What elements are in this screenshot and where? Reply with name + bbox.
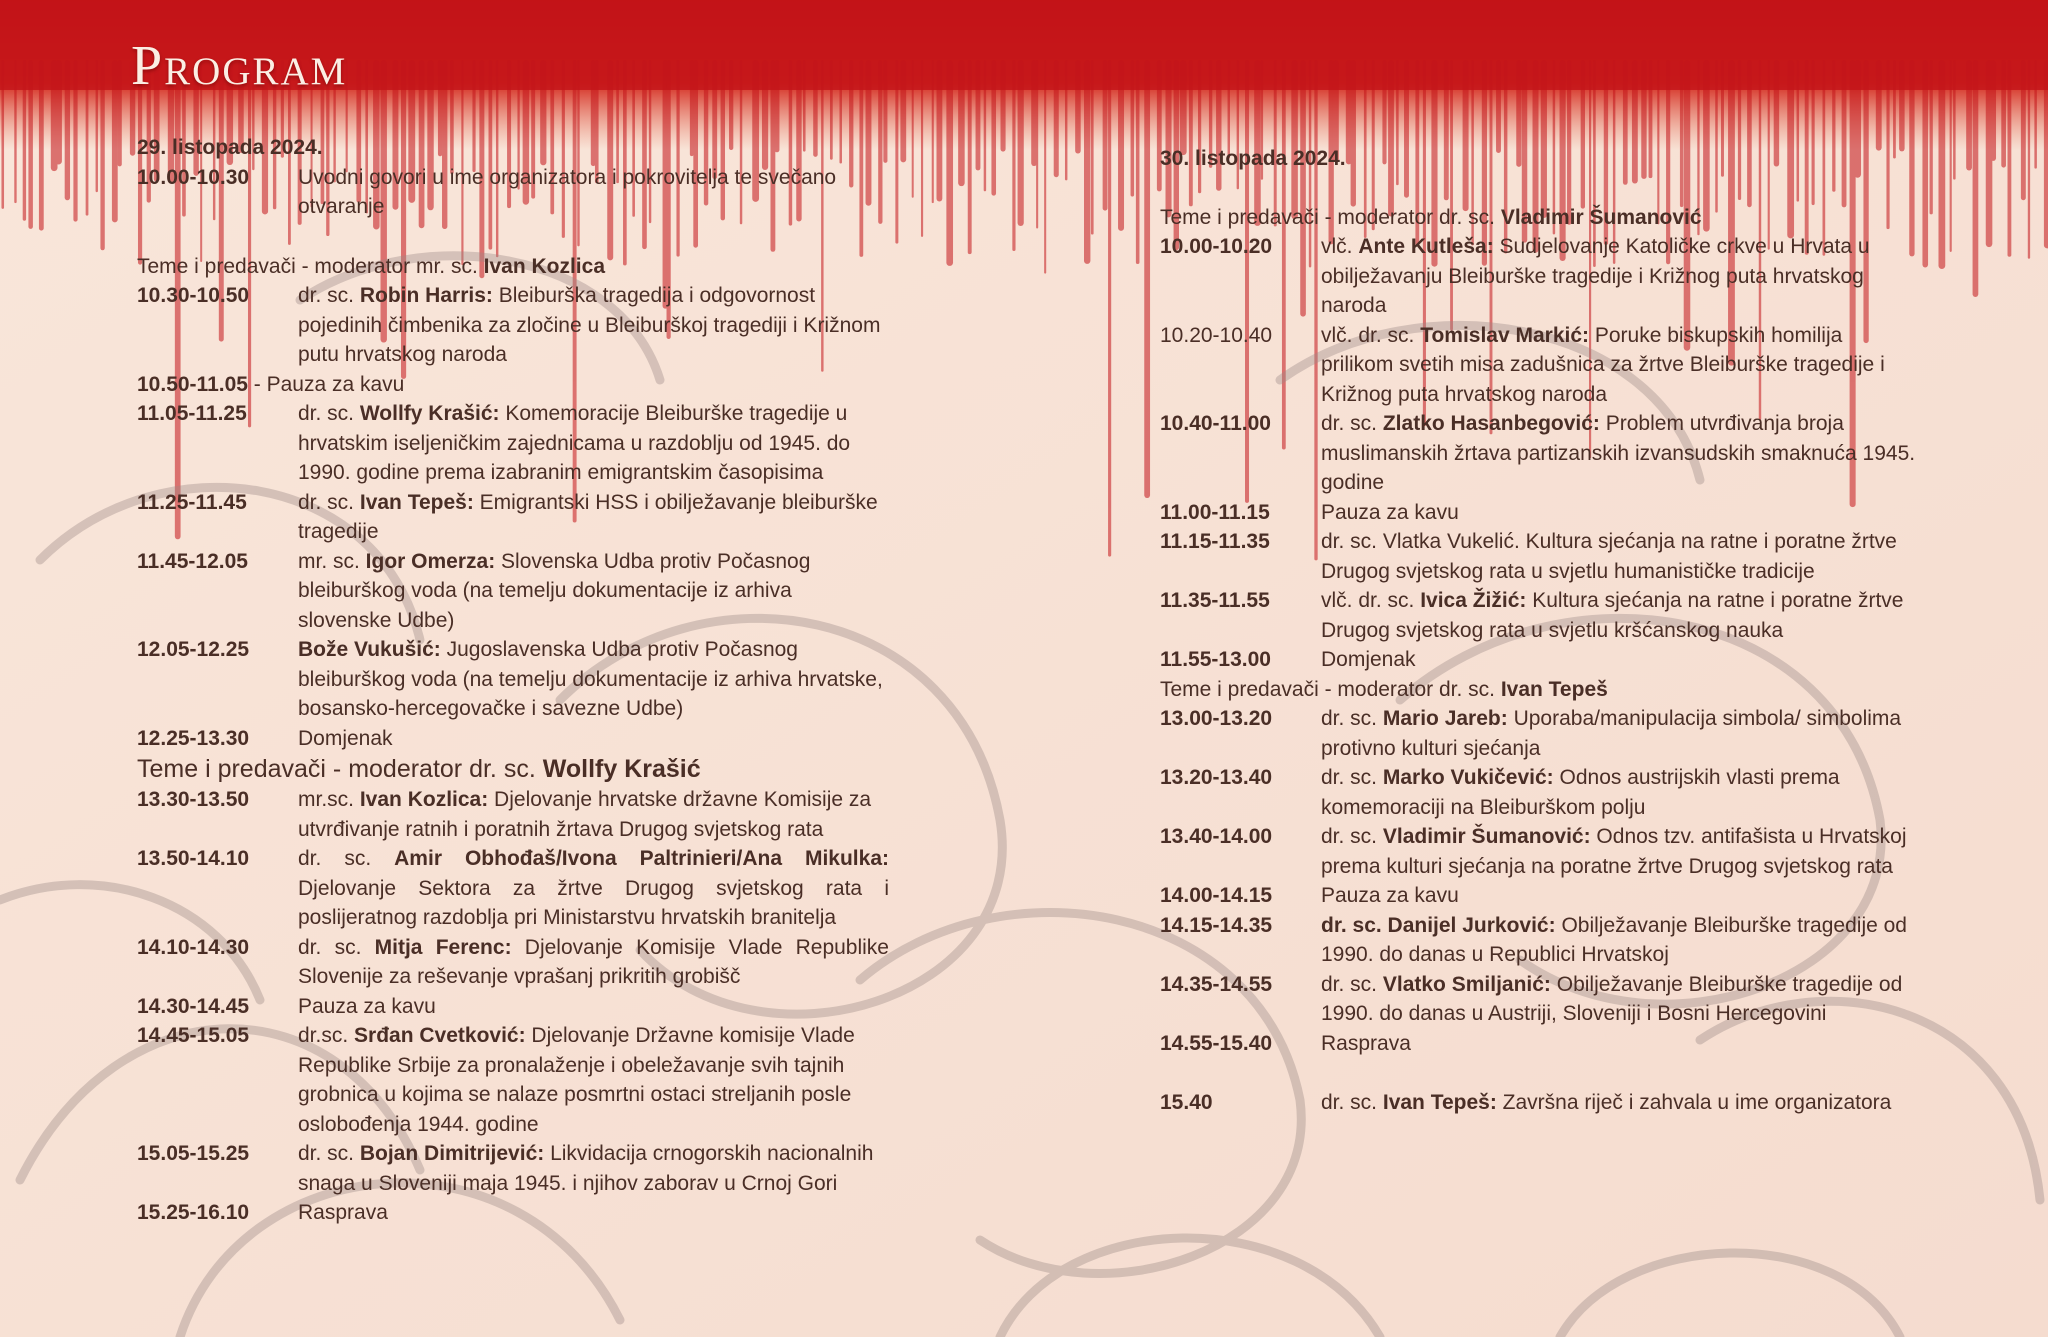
paint-drip (2028, 60, 2030, 259)
talk-title: Djelovanje Državne komisije Vlade Republike Srbije za pronalaženje i obeležavanje svih tajnih grobnica u kojima se nalaze posmrtni ostaci streljanih posle oslobođenja 1944. godine (298, 1024, 855, 1136)
schedule-entry (137, 281, 889, 370)
schedule-entry (137, 785, 889, 844)
entry-text (298, 992, 889, 1022)
speaker-title: dr. sc. (1321, 972, 1383, 996)
entry-time: 14.30-14.45 (137, 994, 250, 1018)
paint-drip (1990, 60, 1996, 161)
day-2-date: 30. listopada 2024. (1160, 147, 1346, 170)
entry-text (298, 635, 889, 724)
talk-title: Bleiburška tragedija i odgovornost pojedinih čimbenika za zločine u Bleiburškoj tragediji i Križnom putu hrvatskog naroda (298, 284, 881, 366)
schedule-entry (1160, 1029, 1920, 1059)
paint-drip (900, 60, 906, 162)
entry-time: 13.20-13.40 (1160, 766, 1273, 789)
section-heading-2 (137, 753, 889, 785)
paint-drip (2021, 60, 2026, 200)
talk-title: Odnos austrijskih vlasti prema komemoraciji na Bleiburškom polju (1321, 766, 1840, 819)
paint-drip (23, 60, 26, 221)
talk-title: Kultura sjećanja na ratne i poratne žrtve Drugog svjetskog rata u svjetlu kršćanskog nauka (1321, 589, 1904, 642)
schedule-entry (137, 547, 889, 636)
paint-drip (1899, 60, 1904, 151)
talk-title: Emigrantski HSS i obilježavanje bleiburške tragedije (298, 490, 878, 543)
paint-drip (921, 60, 923, 237)
paint-drip (1930, 60, 1933, 214)
entry-text (1321, 763, 1920, 822)
talk-title: Završna riječ i zahvala u ime organizatora (1496, 1091, 1892, 1114)
entry-time: 14.10-14.30 (137, 935, 250, 959)
paint-drip (1075, 60, 1081, 154)
speaker-name: Ivan Tepeš: (359, 490, 474, 514)
entry-time: 10.20-10.40 (1160, 323, 1273, 347)
speaker-name: dr. sc. Danijel Jurković: (1321, 913, 1556, 937)
speaker-name: Mario Jareb: (1382, 707, 1508, 730)
speaker-title: vlč. dr. sc. (1321, 323, 1421, 347)
entry-text (1321, 498, 1920, 528)
entry-text (1321, 586, 1920, 645)
entry-time: 12.05-12.25 (137, 638, 250, 661)
paint-drip (2001, 60, 2006, 168)
paint-drip (1938, 60, 1945, 269)
schedule-entry (1160, 970, 1920, 1029)
section-heading-1 (137, 252, 889, 282)
paint-drip (976, 60, 981, 170)
entry-text: - Pauza za kavu (247, 372, 405, 396)
schedule-entry (1160, 881, 1920, 911)
speaker-title: dr. sc. (298, 847, 395, 870)
talk-title: Odnos tzv. antifašista u Hrvatskoj prema kulturi sjećanja na poratne žrtve Drugog svjetskog rata (1321, 825, 1907, 878)
speaker-name: Ivan Kozlica: (359, 788, 489, 811)
entry-text (1321, 822, 1920, 881)
entry-time: 11.25-11.45 (137, 490, 247, 514)
paint-drip (73, 60, 77, 222)
speaker-title: vlč. dr. sc. (1321, 589, 1421, 612)
talk-title: Komemoracije Bleiburške tragedije u hrvatskim iseljeničkim zajednicama u razdoblju od 1945. do 1990. godine prema izabranim emigrantskim časopisima (298, 402, 851, 484)
paint-drip (1065, 60, 1067, 180)
paint-drip (1000, 60, 1005, 152)
schedule-entry (137, 844, 889, 933)
paint-drip (96, 60, 98, 192)
paint-drip (1973, 60, 1979, 297)
paint-drip (65, 60, 70, 200)
talk-title: Poruke biskupskih homilija prilikom svetih misa zadušnica za žrtve Bleiburške tragedije i Križnog puta hrvatskog naroda (1321, 323, 1885, 406)
paint-drip (2034, 60, 2037, 169)
moderator-name: Vladimir Šumanović (1500, 205, 1702, 229)
paint-drip (39, 60, 44, 231)
section-heading-3 (1160, 203, 1920, 233)
entry-time: 11.00-11.15 (1160, 500, 1270, 524)
schedule-entry (137, 724, 889, 754)
speaker-title: dr.sc. (298, 1024, 355, 1047)
speaker-name: Tomislav Markić: (1420, 323, 1590, 347)
entry-time: 15.40 (1160, 1091, 1213, 1114)
entry-text (298, 399, 889, 488)
entry-time: 11.05-11.25 (137, 402, 247, 425)
entry-text (1321, 645, 1920, 675)
paint-drip (1180, 60, 1187, 155)
schedule-entry (1160, 645, 1920, 675)
speaker-title: vlč. (1321, 235, 1359, 258)
speaker-title: dr. sc. (1321, 707, 1383, 730)
speaker-title: dr. sc. (1321, 766, 1383, 789)
paint-drip (991, 60, 996, 196)
speaker-name: Ivica Žižić: (1420, 589, 1527, 612)
speaker-name: Srđan Cvetković: (354, 1024, 526, 1047)
paint-drip (1031, 60, 1037, 166)
paint-drip (984, 60, 986, 191)
paint-drip (1084, 60, 1090, 264)
paint-drip (14, 60, 16, 203)
speaker-title: mr. sc. (298, 549, 366, 573)
speaker-name: Ante Kutleša: (1358, 235, 1494, 258)
paint-drip (932, 60, 934, 203)
paint-drip (946, 60, 953, 266)
entry-text (1321, 1088, 1920, 1118)
paint-drip (1136, 60, 1140, 264)
entry-text (298, 785, 889, 844)
speaker-name: Zlatko Hasanbegović: (1382, 412, 1600, 435)
schedule-entry (137, 163, 889, 222)
paint-drip (2008, 60, 2012, 257)
entry-text (1321, 409, 1920, 498)
speaker-title: dr. sc. (1321, 1091, 1383, 1114)
moderator-name: Wollfy Krašić (542, 755, 701, 783)
paint-drip (1044, 60, 1046, 274)
speaker-title: dr. sc. (298, 1142, 360, 1165)
speaker-title: dr. sc. (298, 490, 360, 514)
entry-time: 11.35-11.55 (1160, 589, 1270, 612)
speaker-name: Robin Harris: (359, 284, 493, 307)
entry-time: 10.00-10.30 (137, 165, 250, 189)
day-2-program (1160, 144, 1920, 1118)
moderator-name: Ivan Tepeš (1500, 677, 1608, 701)
entry-text (298, 547, 889, 636)
speaker-title: dr. sc. (1321, 412, 1383, 435)
speaker-title: dr. sc. (298, 284, 360, 307)
speaker-title: mr.sc. (298, 788, 360, 811)
paint-drip (1054, 60, 1059, 177)
talk-title: Slovenska Udba protiv Počasnog bleiburškog voda (na temelju dokumentacije iz arhiva slovenske Udbe) (298, 549, 811, 632)
section-prefix: Teme i predavači - moderator dr. sc. (137, 755, 543, 783)
speaker-title: Pauza za kavu (1321, 500, 1459, 524)
speaker-title: Domjenak (1321, 648, 1416, 671)
section-heading-4 (1160, 675, 1920, 705)
entry-time: 15.25-16.10 (137, 1201, 250, 1224)
schedule-entry (1160, 409, 1920, 498)
speaker-title: dr. sc. (1321, 825, 1383, 848)
speaker-title: Rasprava (1321, 1031, 1411, 1055)
entry-time: 14.00-14.15 (1160, 884, 1273, 907)
speaker-name: Vladimir Šumanović: (1382, 825, 1591, 848)
paint-drip (1091, 60, 1094, 235)
paint-drip (895, 60, 898, 244)
paint-drip (118, 60, 122, 166)
entry-text (1321, 881, 1920, 911)
paint-drip (958, 60, 965, 186)
paint-drip (55, 60, 62, 164)
entry-text (1321, 704, 1920, 763)
paint-drip (1012, 60, 1015, 251)
paint-drip (1966, 60, 1972, 171)
entry-time: 10.30-10.50 (137, 284, 250, 307)
entry-text (1321, 527, 1920, 586)
entry-text (298, 844, 889, 933)
schedule-entry (1160, 586, 1920, 645)
paint-drip (28, 60, 32, 229)
entry-time: 15.05-15.25 (137, 1142, 250, 1165)
schedule-entry (1160, 704, 1920, 763)
schedule-entry (1160, 763, 1920, 822)
speaker-name: Bojan Dimitrijević: (359, 1142, 545, 1165)
day-1-program (137, 133, 889, 1228)
page-title: Program (131, 35, 348, 97)
speaker-name: Bože Vukušić: (298, 638, 441, 661)
entry-text (1321, 232, 1920, 321)
moderator-name: Ivan Kozlica (483, 254, 606, 278)
paint-drip (912, 60, 914, 198)
paint-drip (1131, 60, 1135, 197)
schedule-entry (1160, 527, 1920, 586)
speaker-title: dr. sc. (298, 935, 375, 959)
schedule-entry (137, 1139, 889, 1198)
paint-drip (1876, 60, 1882, 151)
paint-drip (2044, 60, 2048, 248)
entry-text (298, 933, 889, 992)
paint-drip (1144, 60, 1150, 498)
paint-drip (1496, 60, 1501, 153)
speaker-title: Pauza za kavu (298, 994, 436, 1018)
entry-time: 14.15-14.35 (1160, 913, 1273, 937)
speaker-title: dr. sc. (298, 402, 360, 425)
talk-title: Djelovanje Sektora za žrtve Drugog svjetskog rata i poslijeratnog razdoblja pri Ministarstvu hrvatskih branitelja (298, 876, 889, 929)
paint-drip (1953, 60, 1956, 180)
schedule-entry (1160, 321, 1920, 410)
speaker-title: Rasprava (298, 1201, 388, 1224)
schedule-entry (1160, 232, 1920, 321)
speaker-title: Pauza za kavu (1321, 884, 1459, 907)
talk-title: Jugoslavenska Udba protiv Počasnog bleiburškog voda (na temelju dokumentacije iz arhiva hrvatske, bosansko-hercegovačke i savezne Udbe) (298, 638, 883, 720)
speaker-name: Amir Obhođaš/Ivona Paltrinieri/Ana Mikulka: (394, 847, 889, 870)
speaker-name: Mitja Ferenc: (374, 935, 512, 959)
entry-time: 11.55-13.00 (1160, 648, 1271, 671)
talk-title: Sudjelovanje Katoličke crkve u Hrvata u obilježavanju Bleiburške tragedije i Križnog puta hrvatskog naroda (1321, 235, 1870, 317)
paint-drip (100, 60, 104, 250)
schedule-entry (137, 488, 889, 547)
section-prefix: Teme i predavači - moderator mr. sc. (137, 254, 484, 278)
schedule-entry (137, 399, 889, 488)
entry-time: 13.50-14.10 (137, 847, 250, 870)
entry-time: 14.35-14.55 (1160, 972, 1273, 996)
entry-text (298, 488, 889, 547)
paint-drip (1036, 60, 1038, 229)
entry-text (298, 1139, 889, 1198)
entry-text (1321, 970, 1920, 1029)
entry-text (1321, 1029, 1920, 1059)
talk-title: Problem utvrđivanja broja muslimanskih žrtava partizanskih izvansudskih smaknuća 1945. godine (1321, 412, 1916, 494)
paint-drip (1103, 60, 1108, 211)
speaker-name: Wollfy Krašić: (359, 402, 500, 425)
entry-text: Uvodni govori u ime organizatora i pokrovitelja te svečano otvaranje (298, 165, 837, 218)
speaker-name: Marko Vukičević: (1382, 766, 1554, 789)
paint-drip (1922, 60, 1928, 267)
entry-time: 10.50-11.05 (137, 372, 248, 396)
talk-title: Djelovanje Komisije Vlade Republike Slovenije za reševanje vprašanj prikritih grobišč (298, 935, 889, 988)
paint-drip (1018, 60, 1024, 226)
schedule-entry (137, 933, 889, 992)
paint-drip (968, 60, 972, 254)
entry-time: 14.45-15.05 (137, 1024, 250, 1047)
talk-title: Likvidacija crnogorskih nacionalnih snaga u Sloveniji maja 1945. i njihov zaborav u Crnoj Gori (298, 1142, 874, 1195)
section-prefix: Teme i predavači - moderator dr. sc. (1160, 205, 1501, 229)
paint-drip (937, 60, 943, 201)
paint-drip (112, 60, 118, 222)
schedule-entry (1160, 911, 1920, 970)
paint-drip (1, 60, 4, 209)
schedule-entry (137, 635, 889, 724)
entry-text (1321, 911, 1920, 970)
entry-text (298, 1021, 889, 1139)
schedule-entry (1160, 822, 1920, 881)
paint-drip (86, 60, 89, 216)
entry-time: 11.45-12.05 (137, 549, 248, 573)
schedule-entry (137, 1198, 889, 1228)
speaker-name: Vlatko Smiljanić: (1382, 972, 1551, 996)
section-prefix: Teme i predavači - moderator dr. sc. (1160, 677, 1501, 701)
talk-title: Obilježavanje Bleiburške tragedije od 1990. do danas u Austriji, Sloveniji i Bosni Hercegovini (1321, 972, 1903, 1025)
schedule-entry (1160, 498, 1920, 528)
entry-text (298, 281, 889, 370)
speaker-title: dr. sc. Vlatka Vukelić. Kultura sjećanja na ratne i poratne žrtve Drugog svjetskog rata u svjetlu humanističke tradicije (1321, 530, 1897, 583)
entry-time: 14.55-15.40 (1160, 1031, 1273, 1055)
entry-time: 13.30-13.50 (137, 788, 250, 811)
paint-drip (1108, 60, 1111, 557)
schedule-entry (137, 1021, 889, 1139)
day-1-date: 29. listopada 2024. (137, 136, 323, 159)
entry-text (298, 724, 889, 754)
talk-title: Uporaba/manipulacija simbola/ simbolima protivno kulturi sjećanja (1321, 707, 1902, 760)
break-row (137, 370, 889, 400)
entry-time: 11.15-11.35 (1160, 530, 1270, 553)
entry-time: 13.00-13.20 (1160, 707, 1273, 730)
paint-drip (1118, 60, 1124, 231)
entry-time: 13.40-14.00 (1160, 825, 1273, 848)
entry-time: 10.00-10.20 (1160, 235, 1273, 258)
talk-title: Djelovanje hrvatske državne Komisije za utvrđivanje ratnih i poratnih žrtava Drugog svjetskog rata (298, 788, 872, 841)
entry-time: 12.25-13.30 (137, 726, 250, 750)
talk-title: Obilježavanje Bleiburške tragedije od 1990. do danas u Republici Hrvatskoj (1321, 913, 1907, 966)
speaker-title: Domjenak (298, 726, 393, 750)
speaker-name: Ivan Tepeš: (1382, 1091, 1497, 1114)
paint-drip (1950, 60, 1952, 252)
schedule-entry (137, 992, 889, 1022)
entry-text (298, 1198, 889, 1228)
schedule-entry (1160, 1088, 1920, 1118)
entry-text (1321, 321, 1920, 410)
entry-time: 10.40-11.00 (1160, 412, 1271, 435)
speaker-name: Igor Omerza: (365, 549, 496, 573)
